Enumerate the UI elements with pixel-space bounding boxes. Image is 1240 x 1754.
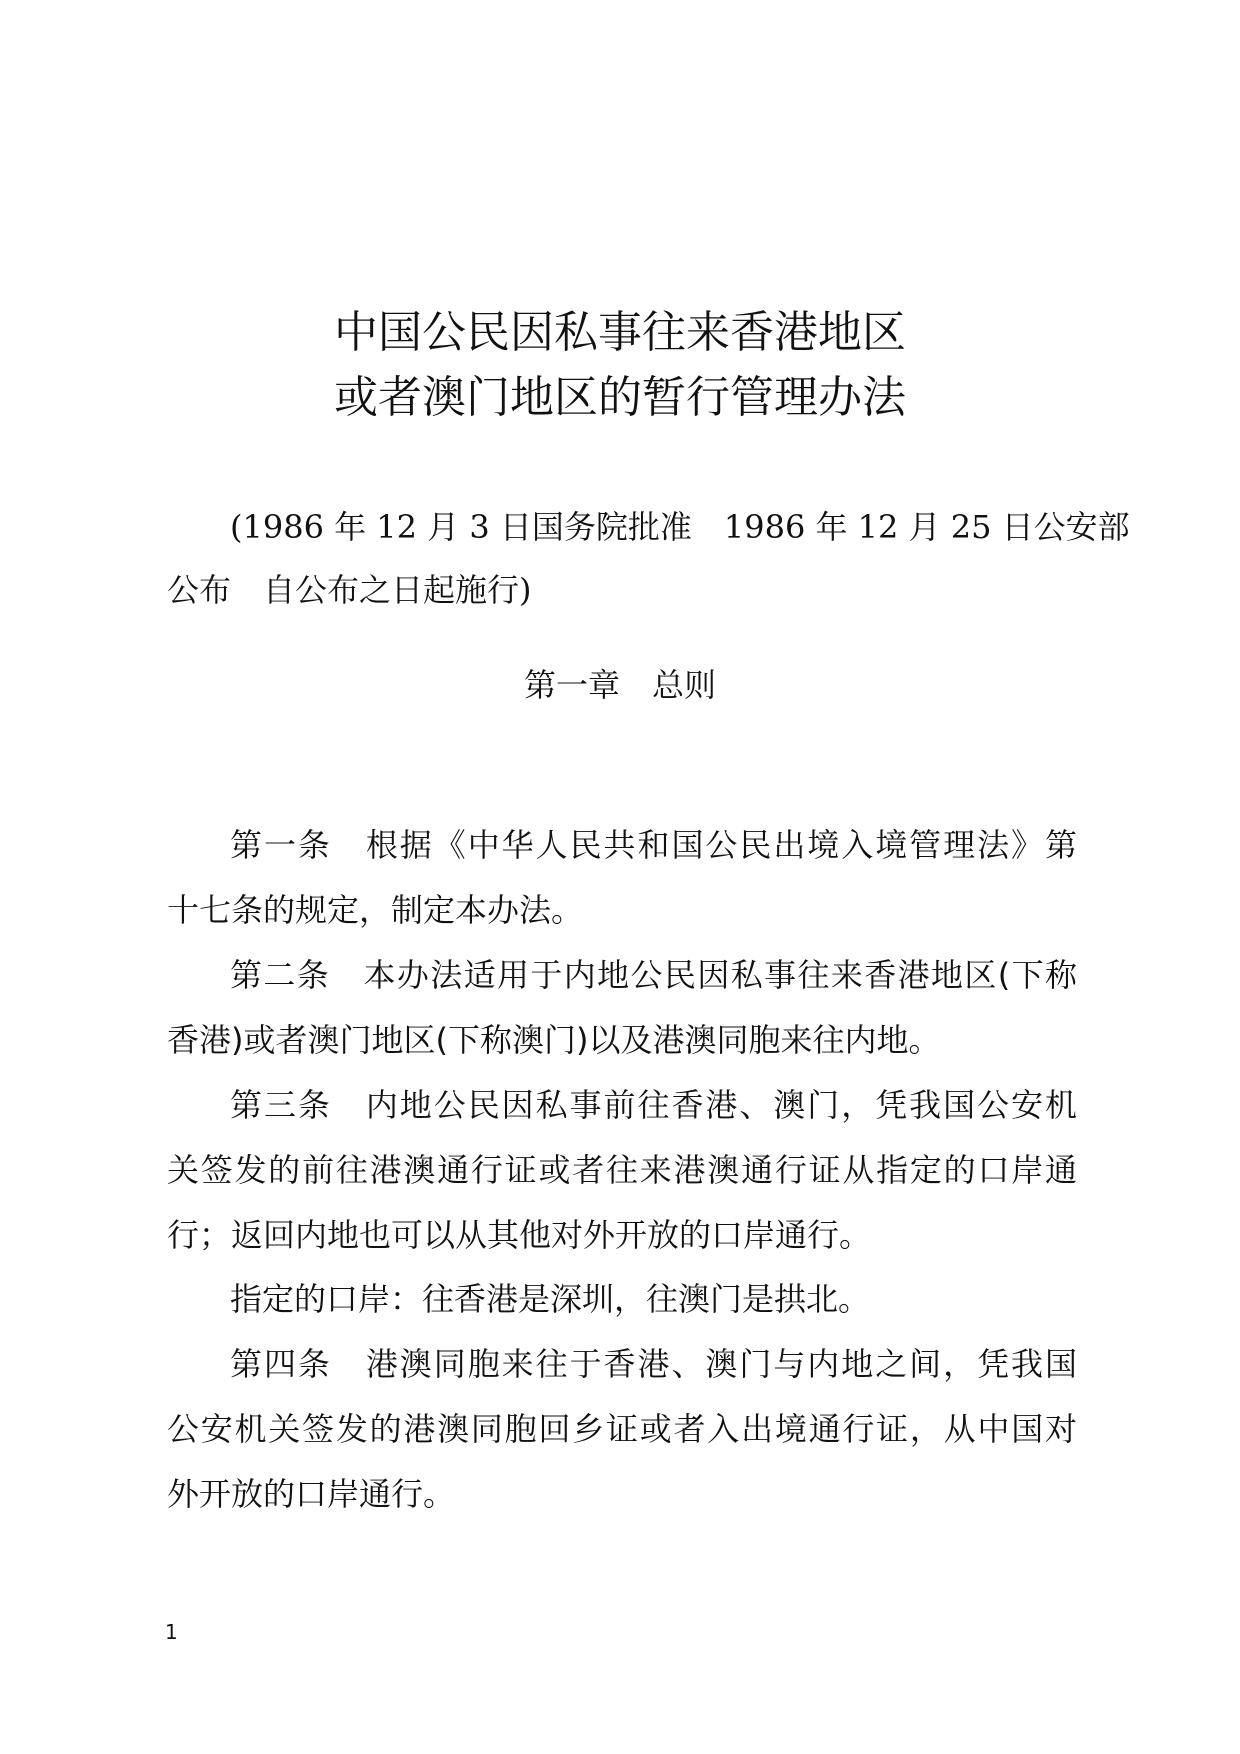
page-number: 1: [165, 1620, 178, 1644]
promulgation-note-line-1: (1986 年 12 月 3 日国务院批准 1986 年 12 月 25 日公安部: [230, 508, 1130, 546]
article-4-line-2: 公安机关签发的港澳同胞回乡证或者入出境通行证，从中国对: [167, 1410, 1077, 1448]
article-3-line-3: 行；返回内地也可以从其他对外开放的口岸通行。: [167, 1216, 872, 1254]
article-1-line-1: 第一条 根据《中华人民共和国公民出境入境管理法》第: [230, 826, 1077, 864]
article-4-line-1: 第四条 港澳同胞来往于香港、澳门与内地之间，凭我国: [230, 1345, 1077, 1383]
article-2-line-2: 香港)或者澳门地区(下称澳门)以及港澳同胞来往内地。: [167, 1021, 941, 1059]
article-3-line-2: 关签发的前往港澳通行证或者往来港澳通行证从指定的口岸通: [167, 1151, 1077, 1189]
chapter-heading: 第一章 总则: [523, 666, 716, 704]
article-1-line-2: 十七条的规定，制定本办法。: [167, 891, 584, 929]
document-title-line-2: 或者澳门地区的暂行管理办法: [334, 372, 906, 423]
document-title-line-1: 中国公民因私事往来香港地区: [334, 307, 906, 358]
article-2-line-1: 第二条 本办法适用于内地公民因私事往来香港地区(下称: [230, 956, 1077, 994]
article-4-line-3: 外开放的口岸通行。: [167, 1475, 456, 1513]
article-3-designated-ports: 指定的口岸：往香港是深圳，往澳门是拱北。: [230, 1280, 871, 1318]
article-3-line-1: 第三条 内地公民因私事前往香港、澳门，凭我国公安机: [230, 1086, 1077, 1124]
promulgation-note-line-2: 公布 自公布之日起施行): [167, 571, 532, 609]
